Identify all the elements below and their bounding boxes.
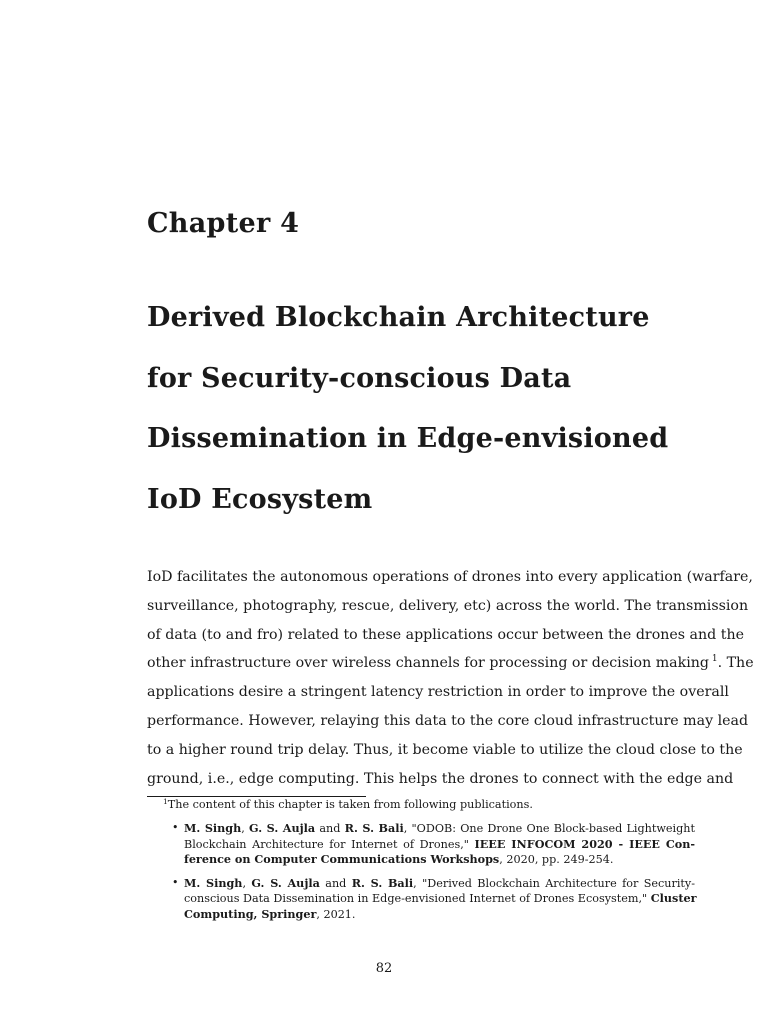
publication-title: , "ODOB: One Drone One Block-based Lightweight [403,822,695,836]
body-line [147,649,754,678]
separator: and [319,877,352,891]
publication-line [184,907,695,922]
author-name: G. S. Aujla [249,821,316,836]
body-line: performance. However, relaying this data to the core cloud infrastructure may lead [147,712,749,729]
publication-details: , 2021. [316,907,356,921]
author-name: R. S. Bali [351,876,414,891]
page-number: 82 [375,961,393,976]
publication-item [147,876,695,922]
publication-line [184,876,695,891]
author-name: M. Singh [184,876,243,891]
publication-list [147,821,695,922]
author-name: M. Singh [184,821,242,836]
bullet-icon: • [172,876,179,890]
venue-name: IEEE INFOCOM 2020 - IEEE Con- [474,836,696,851]
publication-title: Blockchain Architecture for Internet of Drones," [184,837,475,851]
body-line-tail: . The [717,655,754,672]
body-line-text: other infrastructure over wireless channels for processing or decision making [147,655,709,672]
publication-line [184,852,695,867]
chapter-title-line: Dissemination in Edge-envisioned [147,423,669,454]
publication-item [147,821,695,867]
chapter-label: Chapter 4 [147,208,300,239]
footnote-intro [163,798,695,812]
footnote-divider [147,796,366,797]
author-name: R. S. Bali [344,821,404,836]
chapter-title-line: for Security-conscious Data [147,362,572,394]
body-line: surveillance, photography, rescue, delivery, etc) across the world. The transmission [147,597,749,614]
separator: , [242,877,252,891]
publication-details: , 2020, pp. 249-254. [499,852,614,866]
chapter-title [147,288,727,530]
publication-title: , "Derived Blockchain Architecture for Security- [413,877,696,891]
publication-title: conscious Data Dissemination in Edge-envisioned Internet of Drones Ecosystem," [184,892,651,906]
chapter-title-line: Derived Blockchain Architecture [147,302,650,333]
venue-name: Computing, Springer [184,906,317,921]
footnote-marker: 1 [163,797,168,806]
body-line: IoD facilitates the autonomous operations of drones into every application (warfare, [147,569,753,585]
bullet-icon: • [172,821,179,835]
body-line: applications desire a stringent latency restriction in order to improve the overall [147,684,729,701]
publication-line [184,891,695,906]
author-name: G. S. Aujla [251,876,320,891]
venue-name: Cluster [650,891,697,906]
body-paragraph [147,563,754,793]
body-line: ground, i.e., edge computing. This helps the drones to connect with the edge and [147,770,734,787]
footnote [147,798,695,931]
separator: and [315,822,345,836]
body-line: to a higher round trip delay. Thus, it become viable to utilize the cloud close to the [147,741,743,758]
body-line: of data (to and fro) related to these applications occur between the drones and the [147,626,744,643]
footnote-intro-text: The content of this chapter is taken from following publications. [167,798,533,811]
venue-name: ference on Computer Communications Workshops [184,851,500,866]
separator: , [241,822,250,836]
footnote-reference[interactable]: 1 [711,654,718,665]
publication-line [184,821,695,836]
publication-line [184,837,695,852]
chapter-title-line: IoD Ecosystem [147,483,373,515]
